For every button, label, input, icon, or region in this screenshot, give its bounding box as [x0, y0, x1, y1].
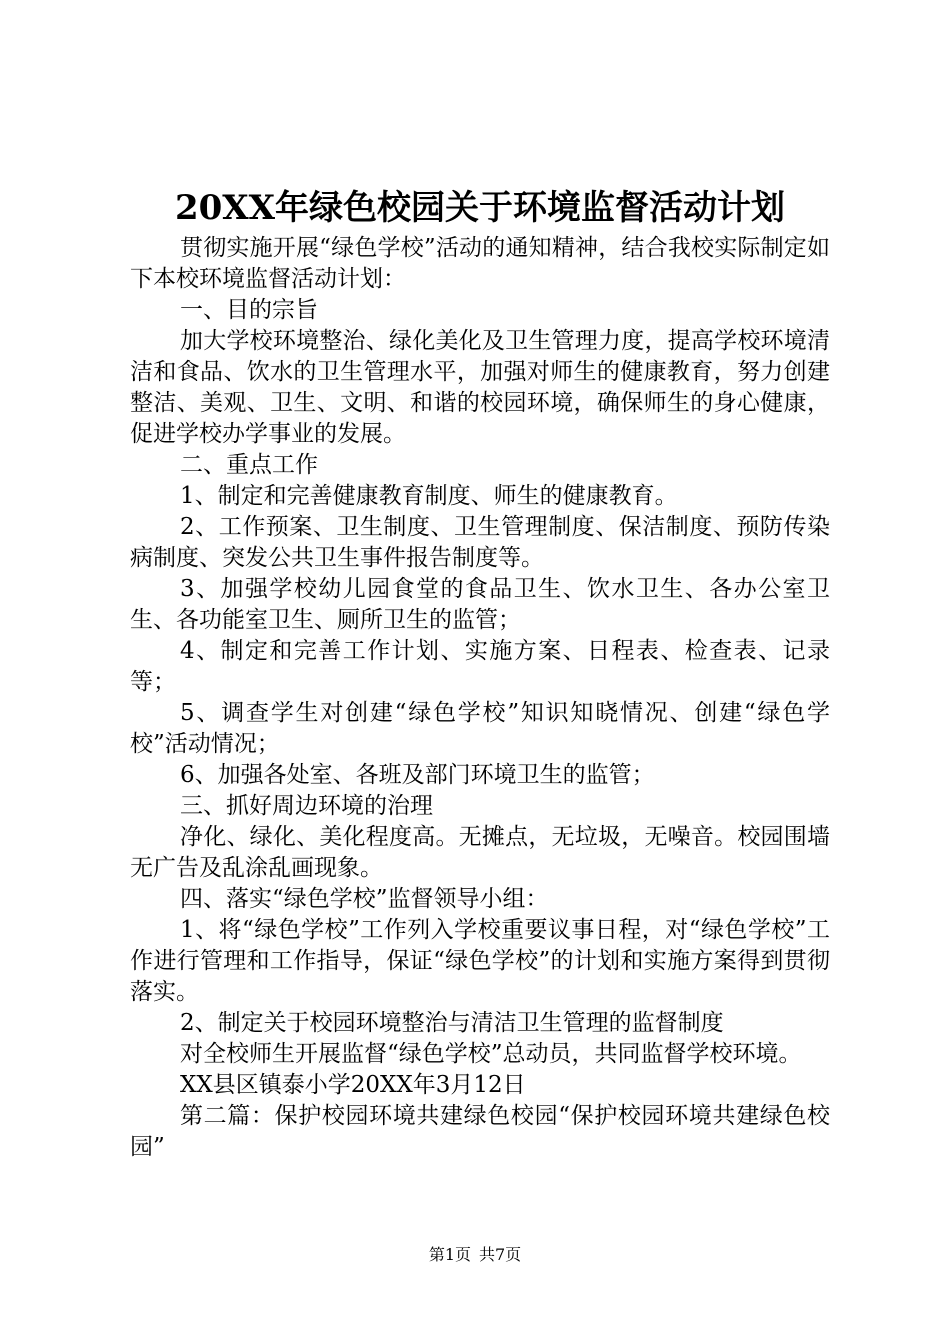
- section-heading-key-work: 二、重点工作: [180, 452, 318, 478]
- page-number-total: 共7页: [479, 1245, 522, 1264]
- leadership-item-2: 2、制定关于校园环境整治与清洁卫生管理的监督制度: [180, 1010, 724, 1036]
- page-footer: [0, 1244, 950, 1266]
- paragraph-mobilization: 对全校师生开展监督“绿色学校”总动员，共同监督学校环境。: [180, 1041, 802, 1067]
- document-body: [130, 233, 830, 1163]
- list-item-6: 6、加强各处室、各班及部门环境卫生的监管；: [180, 762, 655, 788]
- section-heading-leadership: 四、落实“绿色学校”监督领导小组：: [180, 886, 549, 912]
- signature-date-line: XX县区镇泰小学20XX年3月12日: [180, 1072, 526, 1098]
- section-heading-surroundings: 三、抓好周边环境的治理: [180, 793, 433, 819]
- document-title: 20XX年绿色校园关于环境监督活动计划: [174, 188, 786, 228]
- section-heading-purpose: 一、目的宗旨: [180, 297, 318, 323]
- paragraph-surroundings: 净化、绿化、美化程度高。无摊点，无垃圾，无噪音。校园围墙无广告及乱涂乱画现象。: [130, 824, 830, 881]
- leadership-item-1: 1、将“绿色学校”工作列入学校重要议事日程，对“绿色学校”工作进行管理和工作指导，保证“绿色学校”的计划和实施方案得到贯彻落实。: [130, 917, 830, 1005]
- paragraph-intro: 贯彻实施开展“绿色学校”活动的通知精神，结合我校实际制定如下本校环境监督活动计划：: [130, 235, 830, 292]
- paragraph-purpose: 加大学校环境整治、绿化美化及卫生管理力度，提高学校环境清洁和食品、饮水的卫生管理水平，加强对师生的健康教育，努力创建整洁、美观、卫生、文明、和谐的校园环境，确保师生的身心健康，促进学校办学事业的发展。: [130, 328, 830, 447]
- second-article-heading: 第二篇：保护校园环境共建绿色校园“保护校园环境共建绿色校园”: [130, 1103, 830, 1160]
- list-item-5: 5、调查学生对创建“绿色学校”知识知晓情况、创建“绿色学校”活动情况；: [130, 700, 830, 757]
- list-item-1: 1、制定和完善健康教育制度、师生的健康教育。: [180, 483, 678, 509]
- list-item-3: 3、加强学校幼儿园食堂的食品卫生、饮水卫生、各办公室卫生、各功能室卫生、厕所卫生的监管；: [130, 576, 830, 633]
- page-number-current: 第1页: [428, 1245, 471, 1264]
- list-item-4: 4、制定和完善工作计划、实施方案、日程表、检查表、记录等；: [130, 638, 830, 695]
- list-item-2: 2、工作预案、卫生制度、卫生管理制度、保洁制度、预防传染病制度、突发公共卫生事件报告制度等。: [130, 514, 830, 571]
